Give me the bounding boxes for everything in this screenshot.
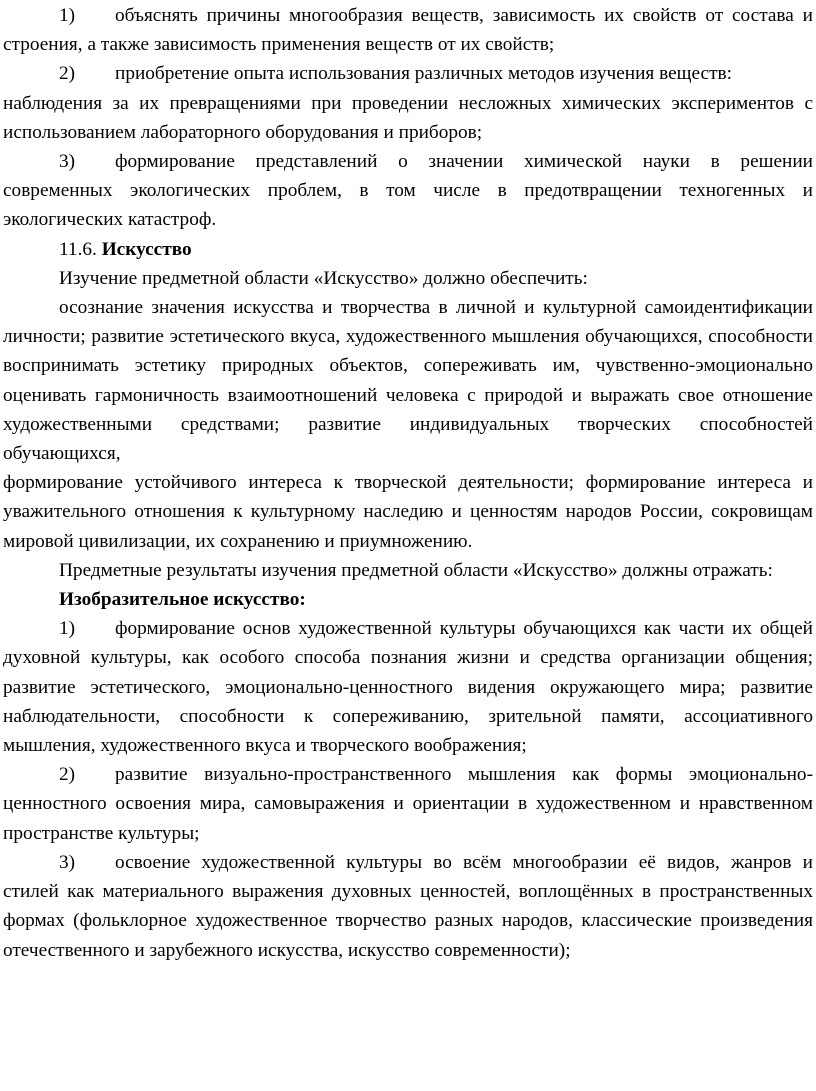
paragraph: Предметные результаты изучения предметной области «Искусство» должны отражать: — [59, 559, 773, 581]
list-item — [3, 147, 813, 235]
section-heading — [3, 235, 813, 264]
list-number: 1) — [59, 5, 76, 26]
section-title: Искусство — [101, 238, 192, 260]
list-item-text: формирование основ художественной культуры обучающихся как части их общей духовной культуры, как особого способа познания жизни и средства организации общения; развитие эстетического, эмоционально-ценностного видения окружающего мира; развитие наблюдательности, способности к сопереживанию, зрительной памяти, ассоциативного мышления, художественного вкуса и творческого воображения; — [3, 618, 813, 757]
list-item-text: формирование представлений о значении химической науки в решении современных экологических проблем, в том числе в предотвращении техногенных и экологических катастроф. — [3, 151, 813, 231]
list-number: 3) — [59, 151, 76, 173]
list-item-text: освоение художественной культуры во всём многообразии её видов, жанров и стилей как материального выражения духовных ценностей, воплощённых в пространственных формах (фольклорное художественное творчество разных народов, классические произведения отечественного и зарубежного искусства, искусство современности); — [3, 851, 813, 961]
section-number: 11.6. — [59, 238, 97, 260]
list-number: 3) — [59, 851, 76, 873]
paragraph: формирование устойчивого интереса к творческой деятельности; формирование интереса и уважительного отношения к культурному наследию и ценностям народов России, сокровищам мировой цивилизации, их сохранению и приумножению. — [3, 472, 813, 552]
subheading-text: Изобразительное искусство: — [59, 589, 306, 611]
list-number: 2) — [59, 764, 76, 786]
list-item — [3, 614, 813, 760]
list-item-text: объяснять причины многообразия веществ, зависимость их свойств от состава и строения, а также зависимость применения веществ от их свойств; — [3, 5, 813, 56]
list-number: 1) — [59, 618, 76, 640]
list-number: 2) — [59, 63, 76, 85]
list-item — [3, 848, 813, 965]
paragraph: Изучение предметной области «Искусство» должно обеспечить: — [59, 267, 588, 289]
list-item-text: развитие визуально-пространственного мышления как формы эмоционально-ценностного освоения мира, самовыражения и ориентации в художественном и нравственном пространстве культуры; — [3, 764, 813, 844]
list-item — [3, 1, 813, 59]
paragraph: наблюдения за их превращениями при проведении несложных химических экспериментов с использованием лабораторного оборудования и приборов; — [3, 92, 813, 143]
list-item — [3, 59, 813, 88]
subheading — [3, 585, 813, 614]
list-item — [3, 760, 813, 848]
list-item-text: приобретение опыта использования различных методов изучения веществ: — [115, 63, 732, 85]
paragraph: осознание значения искусства и творчества в личной и культурной самоидентификации личности; развитие эстетического вкуса, художественного мышления обучающихся, способности воспринимать эстетику природных объектов, сопереживать им, чувственно-эмоционально оценивать гармоничность взаимоотношений человека с природой и выражать свое отношение художественными средствами; развитие индивидуальных творческих способностей обучающихся, — [3, 297, 813, 465]
